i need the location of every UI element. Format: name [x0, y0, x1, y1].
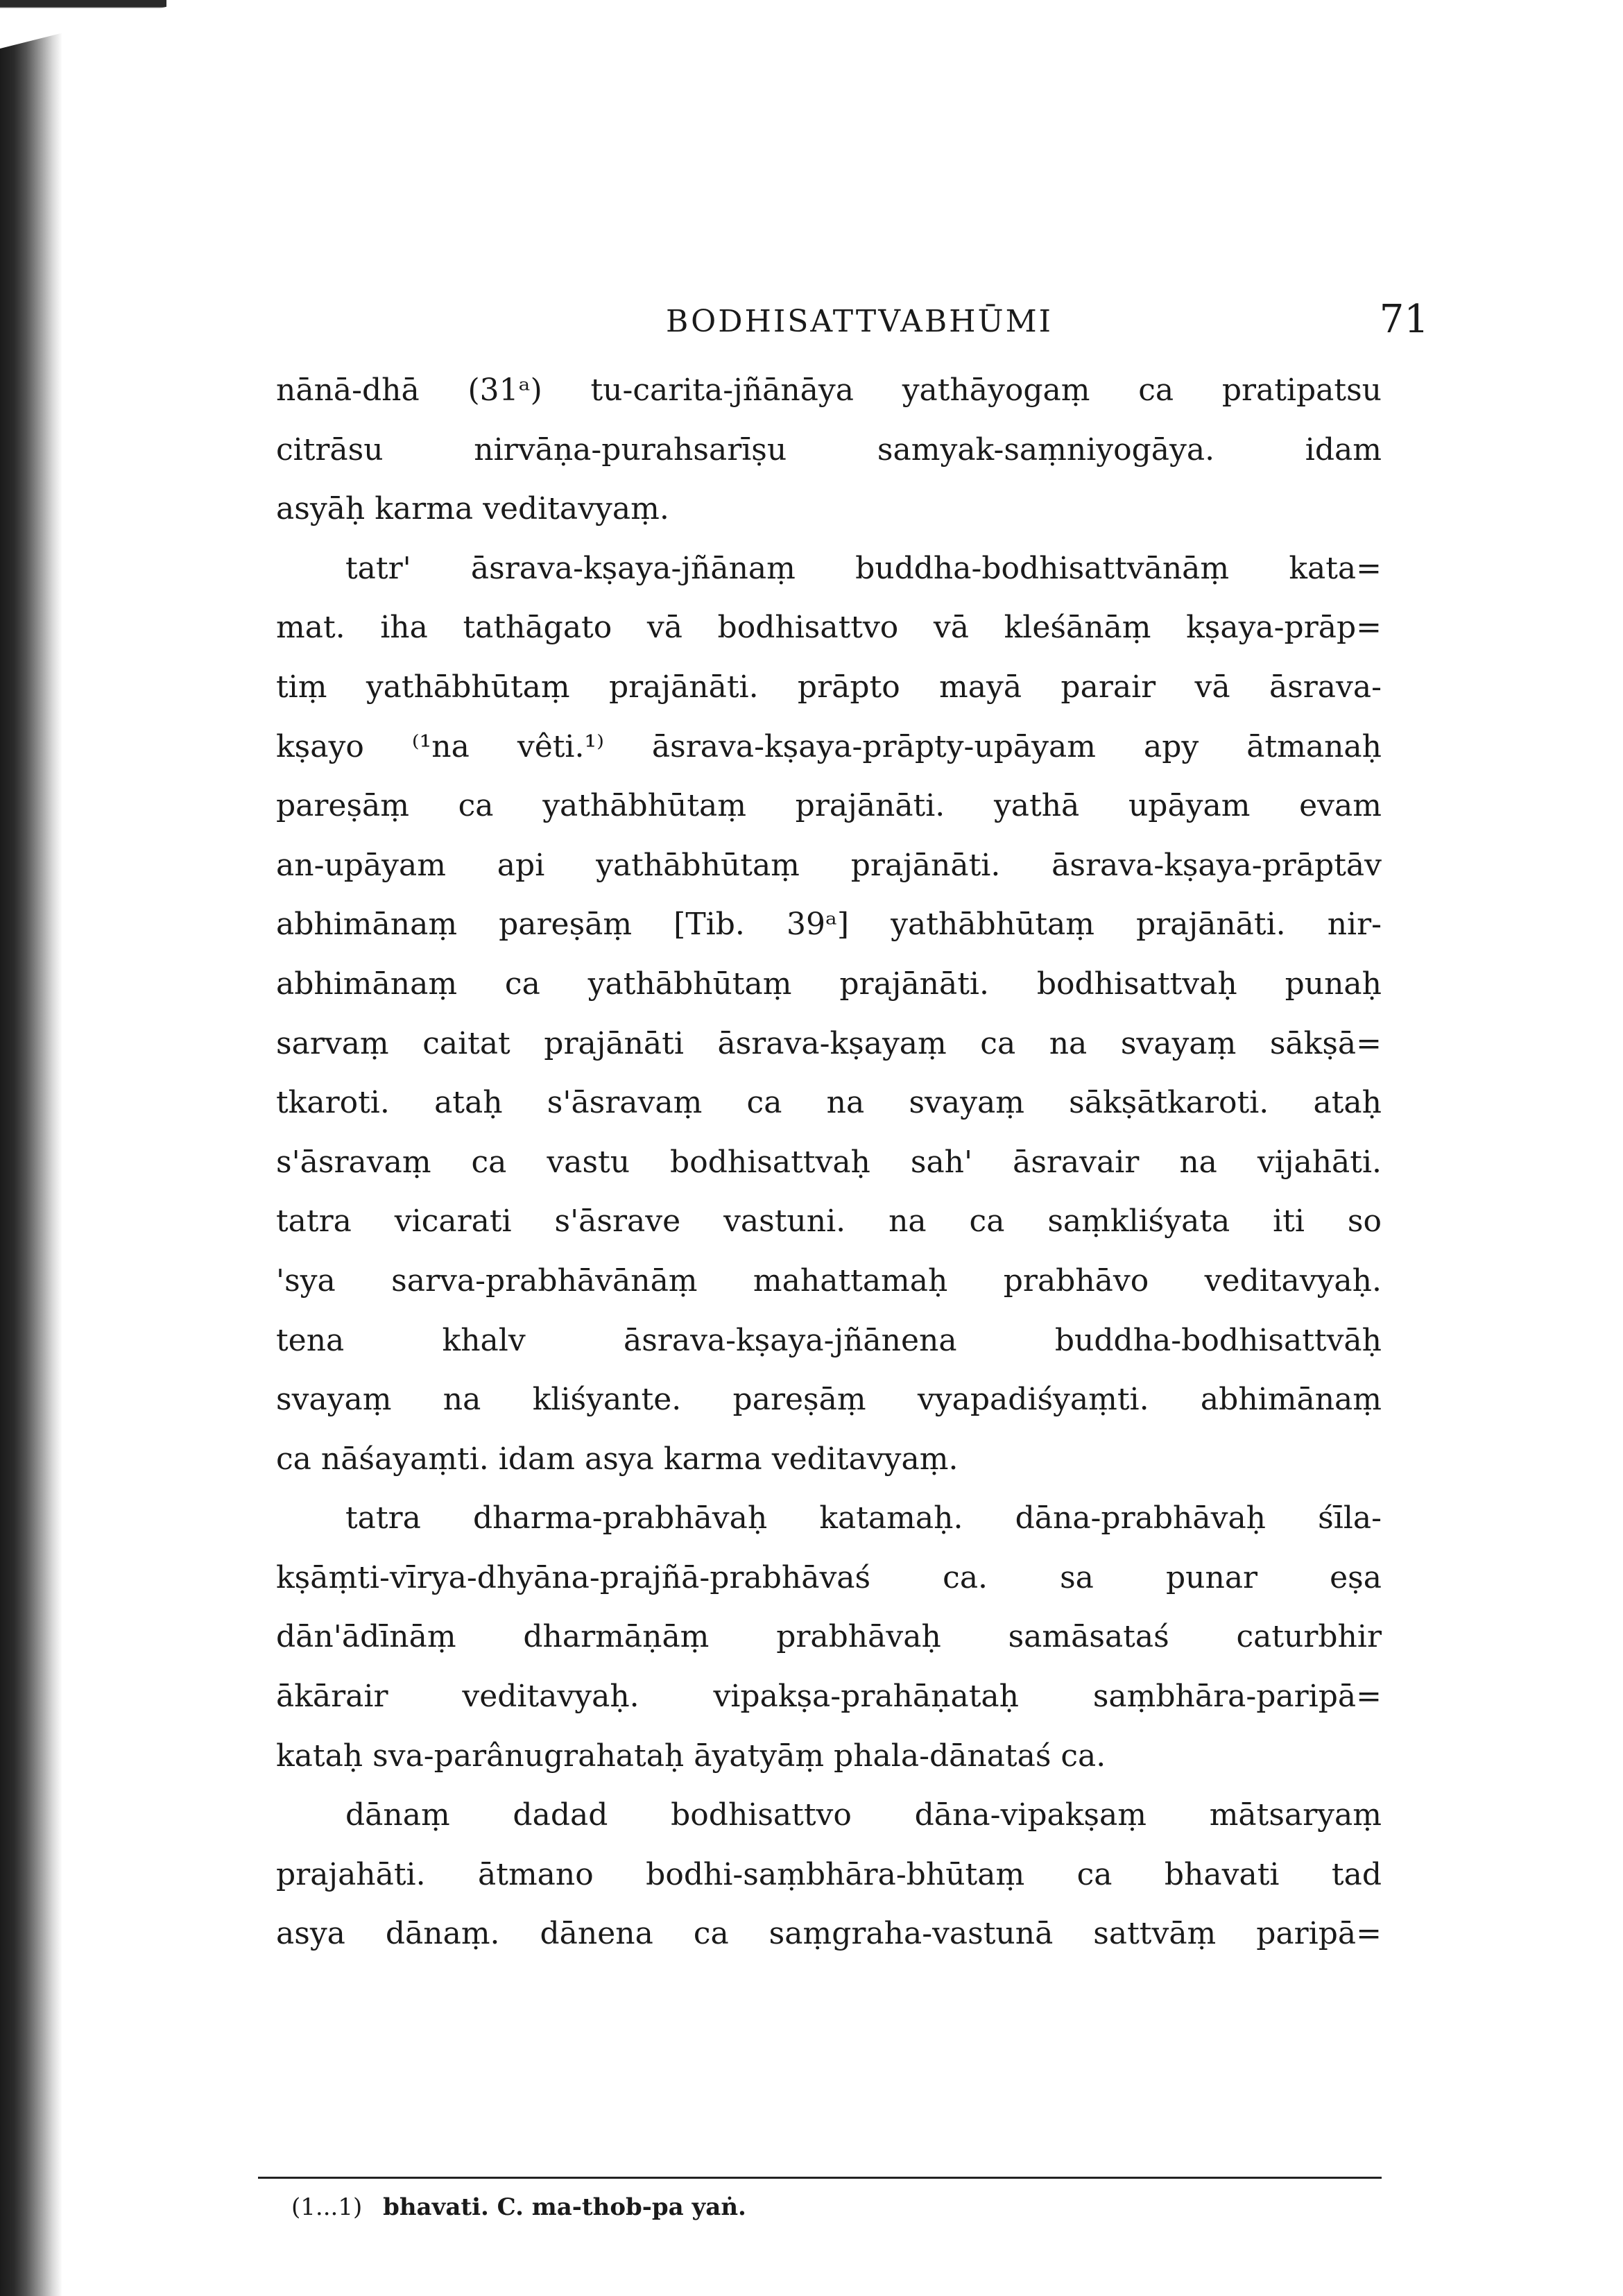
- text-line: 'sya sarva-prabhāvānāṃ mahattamaḥ prabhāvo veditavyaḥ.: [276, 1262, 1382, 1299]
- text-line: kṣāṃti-vīrya-dhyāna-prajñā-prabhāvaś ca. sa punar eṣa: [276, 1559, 1382, 1595]
- text-line: tatra vicarati s'āsrave vastuni. na ca saṃkliśyata iti so: [276, 1203, 1382, 1240]
- text-line: nānā-dhā (31ᵃ) tu-carita-jñānāya yathāyogaṃ ca pratipatsu: [276, 372, 1382, 408]
- book-binding-shadow: [0, 0, 62, 2296]
- footnote-text: bhavati. C. ma-thob-pa yaṅ.: [383, 2193, 746, 2221]
- footnote-rule: [258, 2177, 1382, 2179]
- text-line: dān'ādīnāṃ dharmāṇāṃ prabhāvaḥ samāsataś caturbhir: [276, 1619, 1382, 1655]
- text-line: svayaṃ na kliśyante. pareṣāṃ vyapadiśyaṃti. abhimānaṃ: [276, 1382, 1382, 1418]
- running-title: BODHISATTVABHŪMI: [666, 304, 1054, 339]
- text-line: s'āsravaṃ ca vastu bodhisattvaḥ sah' āsravair na vijahāti.: [276, 1144, 1382, 1180]
- footnote-marker: (1...1): [291, 2193, 363, 2221]
- text-line: sarvaṃ caitat prajānāti āsrava-kṣayaṃ ca na svayaṃ sākṣā=: [276, 1025, 1382, 1061]
- text-line: mat. iha tathāgato vā bodhisattvo vā kleśānāṃ kṣaya-prāp=: [276, 610, 1382, 646]
- text-line: asyāḥ karma veditavyaṃ.: [276, 491, 669, 527]
- text-line: asya dānaṃ. dānena ca saṃgraha-vastunā sattvāṃ paripā=: [276, 1916, 1382, 1952]
- text-line: abhimānaṃ pareṣāṃ [Tib. 39ᵃ] yathābhūtaṃ prajānāti. nir-: [276, 907, 1382, 943]
- page-header: [666, 291, 1429, 347]
- text-line: prajahāti. ātmano bodhi-saṃbhāra-bhūtaṃ ca bhavati tad: [276, 1856, 1382, 1892]
- text-line: ākārair veditavyaḥ. vipakṣa-prahāṇataḥ saṃbhāra-paripā=: [276, 1679, 1382, 1715]
- body-text: [276, 361, 1382, 1964]
- text-line: dānaṃ dadad bodhisattvo dāna-vipakṣaṃ mātsaryaṃ: [345, 1797, 1382, 1833]
- text-line: tkaroti. ataḥ s'āsravaṃ ca na svayaṃ sākṣātkaroti. ataḥ: [276, 1085, 1382, 1121]
- text-line: kṣayo ⁽¹na vêti.¹⁾ āsrava-kṣaya-prāpty-upāyam apy ātmanaḥ: [276, 728, 1382, 764]
- text-line: pareṣāṃ ca yathābhūtaṃ prajānāti. yathā upāyam evam: [276, 788, 1382, 824]
- text-line: citrāsu nirvāṇa-purahsarīṣu samyak-saṃniyogāya. idam: [276, 431, 1382, 468]
- text-line: tiṃ yathābhūtaṃ prajānāti. prāpto mayā parair vā āsrava-: [276, 669, 1382, 705]
- page-number: 71: [1379, 297, 1429, 342]
- text-line: tena khalv āsrava-kṣaya-jñānena buddha-bodhisattvāḥ: [276, 1322, 1382, 1358]
- text-line: tatr' āsrava-kṣaya-jñānaṃ buddha-bodhisattvānāṃ kata=: [345, 550, 1382, 586]
- footnote: [291, 2193, 746, 2221]
- text-line: an-upāyam api yathābhūtaṃ prajānāti. āsrava-kṣaya-prāptāv: [276, 847, 1382, 883]
- text-line: kataḥ sva-parânugrahataḥ āyatyāṃ phala-dānataś ca.: [276, 1738, 1106, 1774]
- text-line: tatra dharma-prabhāvaḥ katamaḥ. dāna-prabhāvaḥ śīla-: [345, 1500, 1382, 1536]
- text-line: ca nāśayaṃti. idam asya karma veditavyaṃ.: [276, 1441, 959, 1477]
- text-line: abhimānaṃ ca yathābhūtaṃ prajānāti. bodhisattvaḥ punaḥ: [276, 966, 1382, 1002]
